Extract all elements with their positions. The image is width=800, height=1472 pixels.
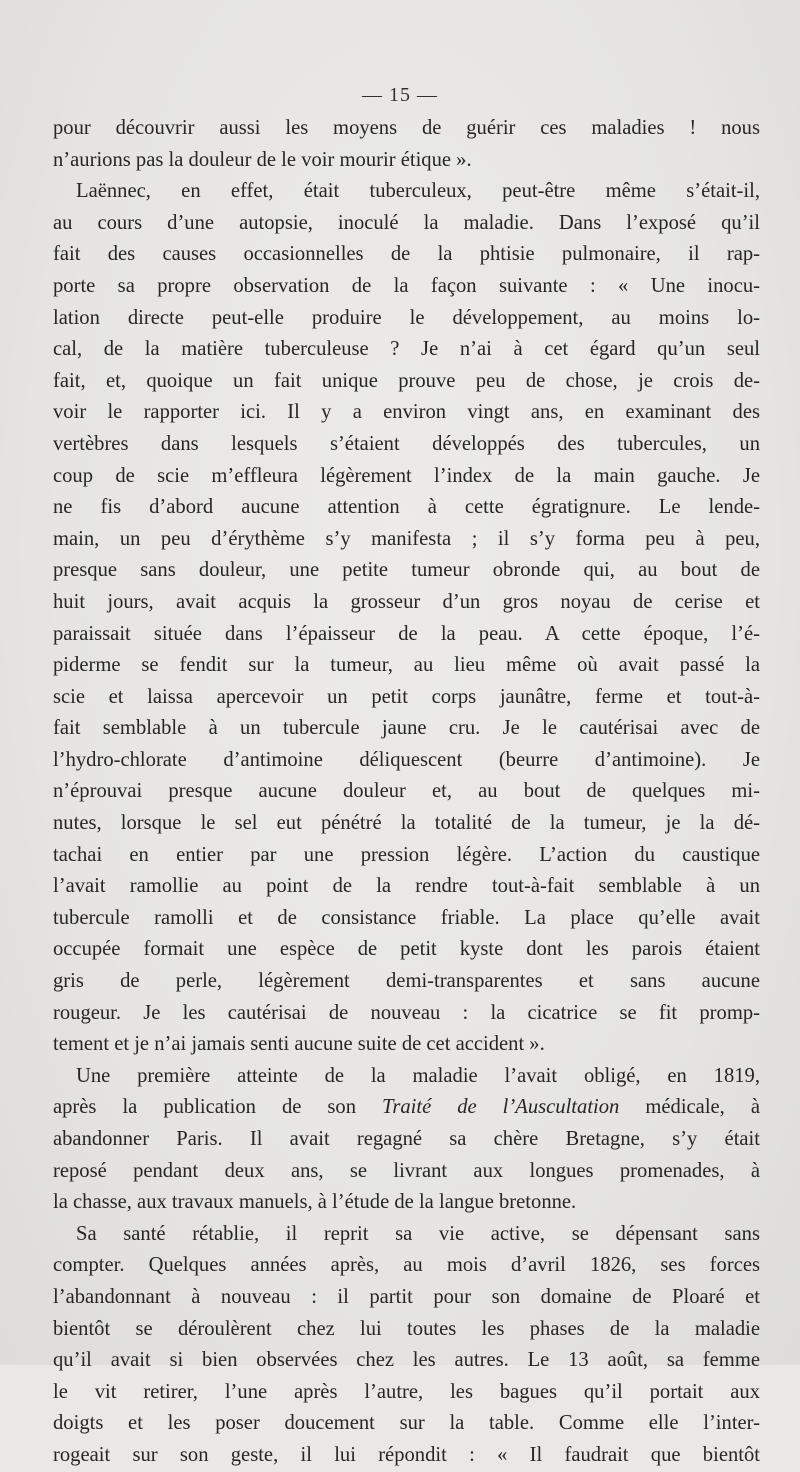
text-line: n’éprouvai presque aucune douleur et, au bout de quelques mi- (53, 780, 760, 803)
text-line: la chasse, aux travaux manuels, à l’étude de la langue bretonne. (53, 1191, 577, 1214)
text-line: rougeur. Je les cautérisai de nouveau : la cicatrice se fit promp- (53, 1001, 760, 1024)
body-text (53, 113, 760, 1472)
text-line: l’hydro-chlorate d’antimoine déliquescent (beurre d’antimoine). Je (53, 748, 760, 771)
text-line: bientôt se déroulèrent chez lui toutes les phases de la maladie (53, 1317, 760, 1340)
text-line: le vit retirer, l’une après l’autre, les bagues qu’il portait aux (53, 1380, 760, 1403)
text-span: Une première atteinte de la maladie l’avait obligé, en 1819, (76, 1064, 760, 1087)
text-line: tement et je n’ai jamais senti aucune suite de cet accident ». (53, 1033, 545, 1056)
text-line: fait semblable à un tubercule jaune cru. Je le cautérisai avec de (53, 717, 760, 740)
text-line: Sa santé rétablie, il reprit sa vie active, se dépensant sans (76, 1222, 760, 1245)
page-number: — 15 — (362, 84, 438, 106)
text-line: nutes, lorsque le sel eut pénétré la totalité de la tumeur, je la dé- (53, 812, 760, 835)
text-line: doigts et les poser doucement sur la table. Comme elle l’inter- (53, 1412, 760, 1435)
text-line: abandonner Paris. Il avait regagné sa chère Bretagne, s’y était (53, 1128, 760, 1150)
text-span: médicale, à (619, 1096, 760, 1119)
text-line: scie et laissa apercevoir un petit corps jaunâtre, ferme et tout-à- (53, 685, 760, 708)
text-line: occupée formait une espèce de petit kyste dont les parois étaient (53, 938, 760, 961)
text-line (53, 1092, 760, 1124)
text-line: rogeait sur son geste, il lui répondit : « Il faudrait que bientôt (53, 1443, 760, 1466)
text-line: piderme se fendit sur la tumeur, au lieu même où avait passé la (53, 654, 760, 677)
text-line: tubercule ramolli et de consistance friable. La place qu’elle avait (53, 906, 760, 929)
text-line: huit jours, avait acquis la grosseur d’un gros noyau de cerise et (53, 590, 760, 613)
text-line: vertèbres dans lesquels s’étaient développés des tubercules, un (53, 432, 760, 455)
text-line: lation directe peut-elle produire le développement, au moins lo- (53, 306, 760, 329)
text-line: qu’il avait si bien observées chez les autres. Le 13 août, sa femme (53, 1349, 760, 1372)
text-line: gris de perle, légèrement demi-transparentes et sans aucune (53, 970, 760, 993)
italic-title: Traité de l’Auscultation (382, 1096, 620, 1119)
text-line: Laënnec, en effet, était tuberculeux, peut-être même s’était-il, (76, 180, 760, 203)
text-line: au cours d’une autopsie, inoculé la maladie. Dans l’exposé qu’il (53, 211, 760, 234)
text-line: tachai en entier par une pression légère. L’action du caustique (53, 843, 760, 866)
text-line: fait, et, quoique un fait unique prouve peu de chose, je crois de- (53, 369, 760, 392)
text-line (53, 1061, 760, 1093)
text-line: fait des causes occasionnelles de la phtisie pulmonaire, il rap- (53, 243, 760, 266)
text-line: main, un peu d’érythème s’y manifesta ; il s’y forma peu à peu, (53, 527, 760, 550)
text-line: paraissait située dans l’épaisseur de la peau. A cette époque, l’é- (53, 622, 760, 645)
text-line: coup de scie m’effleura légèrement l’index de la main gauche. Je (53, 464, 760, 487)
text-line: ne fis d’abord aucune attention à cette égratignure. Le lende- (53, 496, 760, 519)
text-line: reposé pendant deux ans, se livrant aux longues promenades, à (53, 1159, 760, 1182)
text-line: l’abandonnant à nouveau : il partit pour son domaine de Ploaré et (53, 1285, 760, 1308)
text-line: porte sa propre observation de la façon suivante : « Une inocu- (53, 274, 760, 297)
text-line: presque sans douleur, une petite tumeur obronde qui, au bout de (53, 559, 760, 582)
text-span: après la publication de son (53, 1096, 383, 1119)
text-line: n’aurions pas la douleur de le voir mourir étique ». (53, 148, 472, 171)
text-line: pour découvrir aussi les moyens de guérir ces maladies ! nous (53, 117, 760, 139)
text-line: l’avait ramollie au point de la rendre tout-à-fait semblable à un (53, 875, 760, 898)
text-line: compter. Quelques années après, au mois d’avril 1826, ses forces (53, 1254, 760, 1277)
text-line: cal, de la matière tuberculeuse ? Je n’ai à cet égard qu’un seul (53, 338, 760, 361)
text-line: voir le rapporter ici. Il y a environ vingt ans, en examinant des (53, 401, 760, 424)
